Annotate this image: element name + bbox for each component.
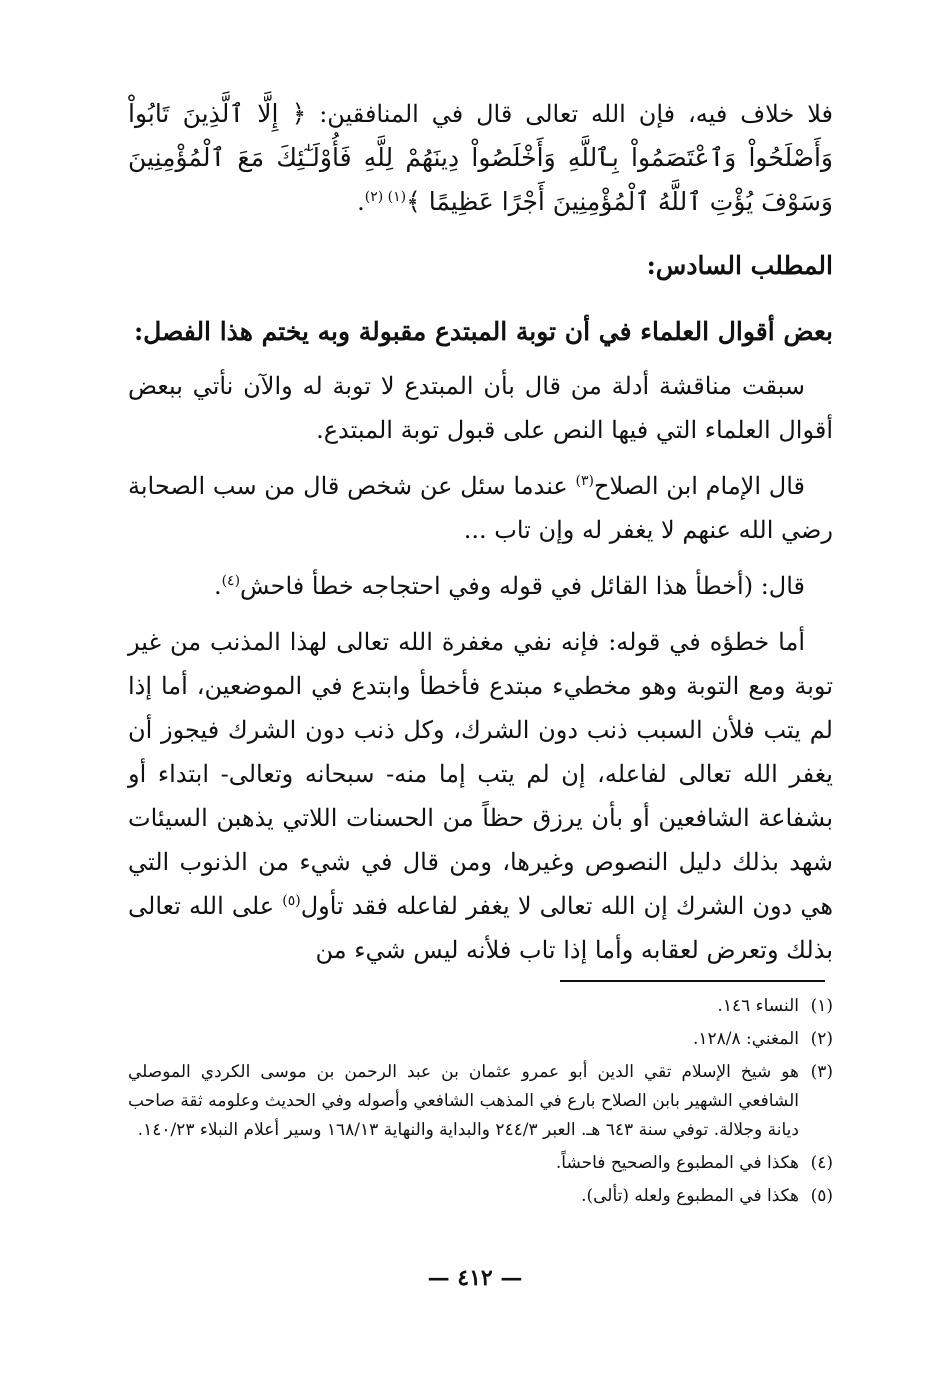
paragraph-2	[128, 464, 833, 552]
footnote-text: هو شيخ الإسلام تقي الدين أبو عمرو عثمان بن عبد الرحمن بن موسى الكردي الموصلي الشافعي الشهير بابن الصلاح بارع في المذهب الشافعي وأصوله وفي الحديث وعلومه ثقة صاحب ديانة وجلالة. توفي سنة ٦٤٣ هـ. العبر ٢٤٤/٣ والبداية والنهاية ١٦٨/١٣ وسير أعلام النبلاء ١٤٠/٢٣.	[128, 1062, 799, 1140]
page-number: — ٤١٢ —	[427, 1265, 523, 1291]
footnote-item	[128, 992, 833, 1021]
footnotes	[128, 992, 833, 1215]
footnote-ref-5: (٥)	[282, 893, 301, 909]
section-title: المطلب السادس:	[646, 251, 833, 280]
quran-verse: ﴿ إِلَّا ٱلَّذِينَ تَابُواْ وَأَصْلَحُواْ وَٱعْتَصَمُواْ بِٱللَّهِ وَأَخْلَصُواْ دِينَهُمْ لِلَّهِ فَأُوْلَـٰٓئِكَ مَعَ ٱلْمُؤْمِنِينَ وَسَوْفَ يُؤْتِ ٱللَّهُ ٱلْمُؤْمِنِينَ أَجْرًا عَظِيمًا ﴾	[128, 99, 833, 216]
paragraph-3	[128, 564, 833, 608]
paragraph-3-end: .	[213, 572, 222, 600]
footnote-separator	[560, 980, 825, 982]
footnote-number: (٥)	[810, 1186, 833, 1206]
footnote-item	[128, 1025, 833, 1054]
footnote-number: (١)	[810, 996, 833, 1016]
footnote-item	[128, 1058, 833, 1145]
section-subtitle: بعض أقوال العلماء في أن توبة المبتدع مقبولة وبه يختم هذا الفصل:	[133, 317, 833, 346]
footnote-text: النساء ١٤٦.	[717, 996, 799, 1016]
paragraph-1: سبقت مناقشة أدلة من قال بأن المبتدع لا توبة له والآن نأتي ببعض أقوال العلماء التي فيها النص على قبول توبة المبتدع.	[128, 372, 833, 444]
paragraph-2-before: قال الإمام ابن الصلاح	[593, 472, 805, 500]
footnote-number: (٣)	[810, 1062, 833, 1082]
quran-paragraph	[128, 92, 833, 224]
paragraph-2-after: عندما سئل عن شخص قال من سب الصحابة رضي الله عنهم لا يغفر له وإن تاب ...	[128, 472, 833, 544]
footnote-number: (٤)	[810, 1153, 833, 1173]
quran-intro: فلا خلاف فيه، فإن الله تعالى قال في المنافقين:	[306, 100, 833, 128]
footnote-item	[128, 1182, 833, 1211]
footnote-ref-4: (٤)	[221, 573, 241, 589]
quran-end: .	[357, 188, 365, 216]
footnote-ref-1-2: (١) (٢)	[364, 189, 407, 205]
footnote-text: المغني: ١٢٨/٨.	[692, 1029, 799, 1049]
footnote-number: (٢)	[810, 1029, 833, 1049]
footnote-item	[128, 1149, 833, 1178]
paragraph-4-before: أما خطؤه في قوله: فإنه نفي مغفرة الله تعالى لهذا المذنب من غير توبة ومع التوبة وهو مخطيء مبتدع فأخطأ وابتدع في الموضعين، أما إذا لم يتب فلأن السبب ذنب دون الشرك، وكل ذنب دون الشرك فيجوز أن يغفر الله تعالى لفاعله، إن لم يتب إما منه- سبحانه وتعالى- ابتداء أو بشفاعة الشافعين أو بأن يرزق حظاً من الحسنات اللاتي يذهبن السيئات شهد بذلك دليل النصوص وغيرها، ومن قال في شيء من الذنوب التي هي دون الشرك إن الله تعالى لا يغفر لفاعله فقد تأول	[128, 628, 833, 920]
footnote-text: هكذا في المطبوع والصحيح فاحشاً.	[555, 1153, 799, 1173]
page-body	[128, 92, 833, 984]
paragraph-4	[128, 620, 833, 972]
paragraph-3-text: قال: (أخطأ هذا القائل في قوله وفي احتجاجه خطأ فاحش	[240, 572, 805, 600]
footnote-text: هكذا في المطبوع ولعله (تألى).	[581, 1186, 799, 1206]
paragraph-4-after: على الله تعالى بذلك وتعرض لعقابه وأما إذا تاب فلأنه ليس شيء من	[128, 892, 833, 964]
footnote-ref-3: (٣)	[575, 473, 594, 489]
